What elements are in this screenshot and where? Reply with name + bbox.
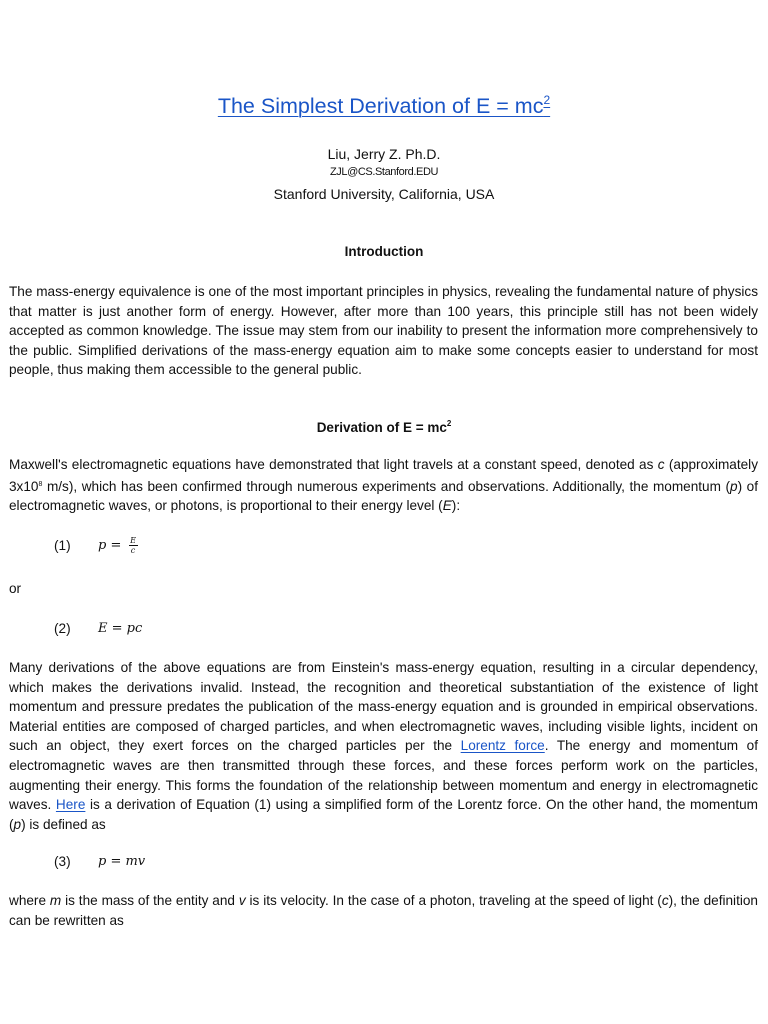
lorentz-force-link[interactable]: Lorentz force [460, 738, 545, 754]
where-text-1: where [9, 893, 50, 908]
maxwell-paragraph [9, 455, 758, 516]
equation-1-equals: = [106, 538, 126, 553]
author-email: ZJL@CS.Stanford.EDU [329, 166, 439, 178]
maxwell-text-1: Maxwell's electromagnetic equations have demonstrated that light travels at a constant speed, denoted as [9, 457, 658, 472]
equation-2 [54, 621, 142, 636]
author-affiliation: Stanford University, California, USA [273, 186, 495, 202]
maxwell-text-5: ): [451, 498, 461, 514]
where-text-3: is its velocity. In the case of a photon, traveling at the speed of light ( [245, 893, 662, 908]
where-text-2: is the mass of the entity and [61, 893, 239, 908]
equation-2-expression: E = pc [98, 621, 143, 636]
equation-3-number: (3) [54, 854, 71, 869]
equation-1 [54, 536, 138, 555]
fraction-numerator: E [130, 536, 136, 545]
symbol-c: c [657, 457, 665, 472]
here-link[interactable]: Here [55, 797, 86, 813]
where-text-4: ), the definition can be rewritten as [9, 893, 758, 928]
symbol-v: v [238, 893, 246, 908]
fraction-denominator: c [130, 546, 136, 555]
exponent-8: 8 [38, 480, 43, 488]
symbol-c-2: c [661, 893, 669, 908]
where-paragraph [9, 891, 758, 930]
equation-1-fraction [129, 536, 138, 555]
derivations-text-1: Many derivations of the above equations are from Einstein's mass-energy equation, resulting in a circular dependency, which makes the derivations invalid. Instead, the recognition and theoretical substantiation of the existence of light momentum and pressure predates the publication of the mass-energy equation and is grounded in empirical observations. Material entities are composed of charged particles, and when electromagnetic waves, including visible lights, incident on such an object, they exert forces on the charged particles per the [9, 660, 758, 754]
derivation-heading-text: Derivation of E = mc [316, 420, 447, 435]
author-name: Liu, Jerry Z. Ph.D. [327, 146, 441, 162]
intro-paragraph: The mass-energy equivalence is one of the most important principles in physics, revealing the fundamental nature of physics that matter is just another form of energy. However, after more than 100 years, this principle still has not been widely accepted as common knowledge. The issue may stem from our inability to present the information more comprehensively to the public. Simplified derivations of the mass-energy equation aim to make some concepts easier to understand for most people, thus making them accessible to the general public. [9, 284, 758, 378]
equation-1-lhs: p [98, 538, 107, 553]
derivations-text-2: . The energy and momentum of electromagnetic waves are then transmitted through these forces, and these forces perform work on the particles, augmenting their energy. This forms the foundation of the relationship between momentum and energy in electromagnetic waves. [9, 738, 758, 813]
document-title-link[interactable] [0, 93, 768, 119]
derivations-text-3: is a derivation of Equation (1) using a simplified form of the Lorentz force. On the other hand, the momentum ( [9, 797, 758, 832]
equation-3 [54, 854, 145, 869]
equation-1-number: (1) [54, 538, 71, 553]
title-superscript: 2 [543, 93, 551, 107]
derivations-text-4: ) is defined as [21, 816, 106, 832]
derivation-heading-superscript: 2 [446, 419, 452, 428]
section-heading-derivation [0, 419, 768, 435]
symbol-E: E [442, 498, 452, 514]
maxwell-text-3: m/s), which has been confirmed through numerous experiments and observations. Additionally, the momentum ( [42, 478, 731, 494]
or-text: or [9, 581, 22, 596]
symbol-m: m [49, 893, 62, 908]
derivations-paragraph [9, 658, 758, 834]
maxwell-text-4: ) of electromagnetic waves, or photons, is proportional to their energy level ( [9, 478, 758, 514]
symbol-p: p [730, 478, 738, 494]
equation-3-expression: p = mv [98, 854, 146, 869]
section-heading-introduction: Introduction [344, 244, 424, 259]
title-text: The Simplest Derivation of E = mc [217, 94, 544, 118]
symbol-p-2: p [13, 816, 22, 832]
equation-1-expression [98, 536, 138, 555]
maxwell-text-2: (approximately 3x10 [9, 457, 759, 494]
equation-2-number: (2) [54, 621, 71, 636]
author-block [0, 145, 768, 203]
